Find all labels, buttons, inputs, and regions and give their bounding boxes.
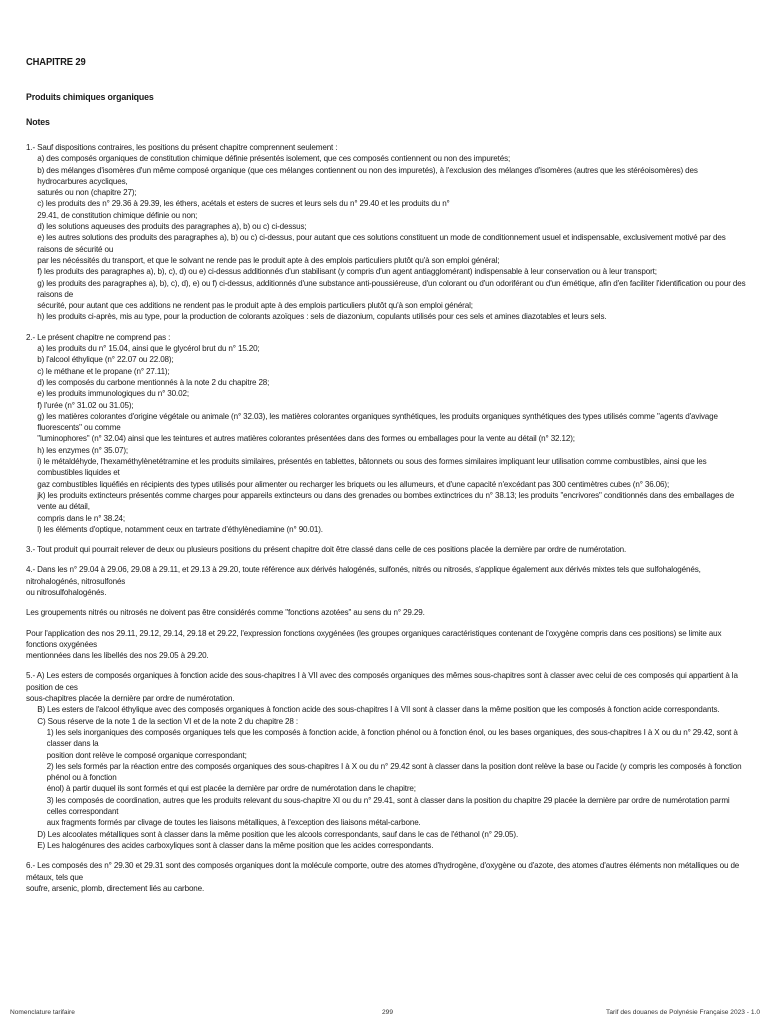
note-line: b) l'alcool éthylique (n° 22.07 ou 22.08); (37, 354, 174, 365)
note-4-paragraph-3 (26, 628, 746, 662)
note-line: mentionnées dans les libellés des nos 29.05 à 29.20. (26, 650, 209, 661)
note-line: sécurité, pour autant que ces additions ne rendent pas le produit apte à des emplois particuliers plutôt qu'à son emploi général; (37, 300, 473, 311)
note-5 (26, 670, 746, 851)
note-line: a) des composés organiques de constitution chimique définie présentés isolement, que ces composés contiennent ou non des impuretés; (37, 153, 511, 164)
page-number: 299 (382, 1009, 394, 1016)
page-content (26, 56, 746, 903)
note-line: d) les composés du carbone mentionnés à la note 2 du chapitre 28; (37, 376, 270, 387)
note-line: g) les matières colorantes d'origine végétale ou animale (n° 32.03), les matières colorantes organiques synthétiques, les produits organiques synthétiques des types utilisés comme "agents d'avivage fluorescents" ou comme (37, 410, 718, 433)
note-line: jk) les produits extincteurs présentés comme charges pour appareils extincteurs ou dans des grenades ou bombes extinctrices du n° 38.13; les produits "encrivores" conditionnés dans des emballages de vente au détail, (37, 489, 735, 512)
note-line: ou nitrosulfohalogénés. (26, 586, 107, 597)
note-line: compris dans le n° 38.24; (37, 512, 126, 523)
note-line: 1.- Sauf dispositions contraires, les positions du présent chapitre comprennent seulement : (26, 142, 338, 152)
footer-left-text: Nomenclature tarifaire (10, 1009, 75, 1016)
note-line: B) Les esters de l'alcool éthylique avec des composés organiques à fonction acide des sous-chapitres I à VII sont à classer dans la même position que les composés à fonction acide correspondants. (37, 704, 720, 715)
note-line: e) les autres solutions des produits des paragraphes a), b) ou c) ci-dessus, pour autant que ces solutions constituent un mode de conditionnement usuel et indispensable, exclusivement motivé par des raisons de sécurité ou (37, 232, 726, 254)
note-line: D) Les alcoolates métalliques sont à classer dans la même position que les alcools correspondants, sauf dans le cas de l'éthanol (n° 29.05). (37, 828, 519, 839)
note-line: 5.- A) Les esters de composés organiques à fonction acide des sous-chapitres I à VII avec des composés organiques des mêmes sous-chapitres sont à classer avec celui de ces composés qui appartient à la position de ces (26, 670, 738, 692)
note-4-paragraph-2 (26, 607, 746, 618)
note-line: e) les produits immunologiques du n° 30.02; (37, 388, 189, 399)
note-line: 2) les sels formés par la réaction entre des composés organiques des sous-chapitres I à X ou du n° 29.42 sont à classer dans la position dont relève la base ou l'acide (y compris les composés à fonction phénol ou à fonction (46, 760, 742, 783)
page-footer (10, 1009, 760, 1017)
note-line: 3) les composés de coordination, autres que les produits relevant du sous-chapitre XI ou du n° 29.41, sont à classer dans la position du chapitre 29 placée la dernière par ordre de numérotation parmi celles correspondant (46, 794, 730, 817)
note-4 (26, 564, 746, 598)
note-line: 29.41, de constitution chimique définie ou non; (37, 209, 198, 220)
note-line: "luminophores" (n° 32.04) ainsi que les teintures et autres matières colorantes présentées dans des formes ou emballages pour la vente au détail (n° 32.12); (37, 433, 575, 444)
note-line: soufre, arsenic, plomb, directement liés au carbone. (26, 882, 205, 893)
note-3 (26, 544, 746, 555)
note-line: f) l'urée (n° 31.02 ou 31.05); (37, 399, 134, 410)
note-line: 6.- Les composés des n° 29.30 et 29.31 sont des composés organiques dont la molécule comporte, outre des atomes d'hydrogène, d'oxygène ou d'azote, des atomes d'autres éléments non métalliques ou de métaux, tels que (26, 860, 740, 882)
note-line: par les nécéssités du transport, et que le solvant ne rende pas le produit apte à des emplois particuliers plutôt qu'à son emploi général; (37, 254, 500, 265)
note-2 (26, 332, 746, 535)
note-line: saturés ou non (chapitre 27); (37, 187, 137, 198)
notes-heading: Notes (26, 116, 50, 127)
note-line: b) des mélanges d'isomères d'un même composé organique (que ces mélanges contiennent ou non des impuretés), à l'exclusion des mélanges d'isomères (autres que les stéréoisomères) des hydrocarbures acycliques, (37, 164, 698, 186)
note-line: Les groupements nitrés ou nitrosés ne doivent pas être considérés comme "fonctions azotées" au sens du n° 29.29. (26, 607, 425, 618)
note-line: h) les produits ci-après, mis au type, pour la production de colorants azoïques : sels de diazonium, copulants utilisés pour ces sels et amines diazotables et leurs sels. (37, 311, 607, 322)
chapter-heading: CHAPITRE 29 (26, 57, 86, 68)
note-line: C) Sous réserve de la note 1 de la section VI et de la note 2 du chapitre 28 : (37, 715, 298, 726)
note-line: énol) à partir duquel ils sont formés et qui est placée la dernière par ordre de numérotation dans le chapitre; (46, 783, 416, 794)
note-line: aux fragments formés par clivage de toutes les liaisons métalliques, à l'exception des liaisons métal-carbone. (46, 817, 421, 828)
note-line: position dont relève le composé organique correspondant; (46, 749, 247, 760)
chapter-title: Produits chimiques organiques (26, 91, 154, 102)
note-line: f) les produits des paragraphes a), b), c), d) ou e) ci-dessus additionnés d'un stabilisant (y compris d'un agent antiagglomérant) indispensable à leur conservation ou à leur transport; (37, 266, 657, 277)
note-line: c) le méthane et le propane (n° 27.11); (37, 365, 170, 376)
note-line: g) les produits des paragraphes a), b), c), d), e) ou f) ci-dessus, additionnés d'une substance anti-poussiéreuse, d'un colorant ou d'un odoriférant ou d'un émétique, afin d'en faciliter l'identification ou pour des raisons de (37, 277, 746, 299)
note-line: c) les produits des n° 29.36 à 29.39, les éthers, acétals et esters de sucres et leurs sels du n° 29.40 et les produits du n° (37, 198, 450, 209)
note-line: sous-chapitres placée la dernière par ordre de numérotation. (26, 693, 235, 704)
note-line: 4.- Dans les n° 29.04 à 29.06, 29.08 à 29.11, et 29.13 à 29.20, toute référence aux dérivés halogénés, sulfonés, nitrés ou nitrosés, s'applique également aux dérivés mixtes tels que sulfohalogénés, nitrohalogénés, nitrosulfonés (26, 564, 701, 586)
note-line: i) le métaldéhyde, l'hexaméthylènetétramine et les produits similaires, présentés en tablettes, bâtonnets ou sous des formes similaires impliquant leur utilisation comme combustibles, ainsi que les combustibles liquides et (37, 456, 707, 478)
footer-right-text: Tarif des douanes de Polynésie Française 2023 - 1.0 (606, 1009, 760, 1016)
note-line: Pour l'application des nos 29.11, 29.12, 29.14, 29.18 et 29.22, l'expression fonctions oxygénées (les groupes organiques caractéristiques contenant de l'oxygène compris dans ces positions) se limite aux fonctions oxygénées (26, 627, 722, 649)
note-line: h) les enzymes (n° 35.07); (37, 444, 128, 455)
note-1 (26, 142, 746, 323)
note-6 (26, 860, 746, 894)
note-line: E) Les halogénures des acides carboxyliques sont à classer dans la même position que les acides correspondants. (37, 839, 434, 850)
note-line: 1) les sels inorganiques des composés organiques tels que les composés à fonction acide, à fonction phénol ou à fonction énol, ou les bases organiques, des sous-chapitres I à X ou du n° 29.42, sont à classer dans la (46, 726, 738, 749)
note-line: 3.- Tout produit qui pourrait relever de deux ou plusieurs positions du présent chapitre doit être classé dans celle de ces positions placée la dernière par ordre de numérotation. (26, 544, 627, 555)
note-line: l) les éléments d'optique, notamment ceux en tartrate d'éthylènediamine (n° 90.01). (37, 523, 323, 534)
note-line: d) les solutions aqueuses des produits des paragraphes a), b) ou c) ci-dessus; (37, 221, 307, 232)
note-line: a) les produits du n° 15.04, ainsi que le glycérol brut du n° 15.20; (37, 343, 260, 354)
note-line: gaz combustibles liquéfiés en récipients des types utilisés pour alimenter ou recharger les briquets ou les allumeurs, et d'une capacité n'excédant pas 300 centimètres cubes (n° 36.06); (37, 478, 670, 489)
note-line: 2.- Le présent chapitre ne comprend pas : (26, 331, 171, 342)
